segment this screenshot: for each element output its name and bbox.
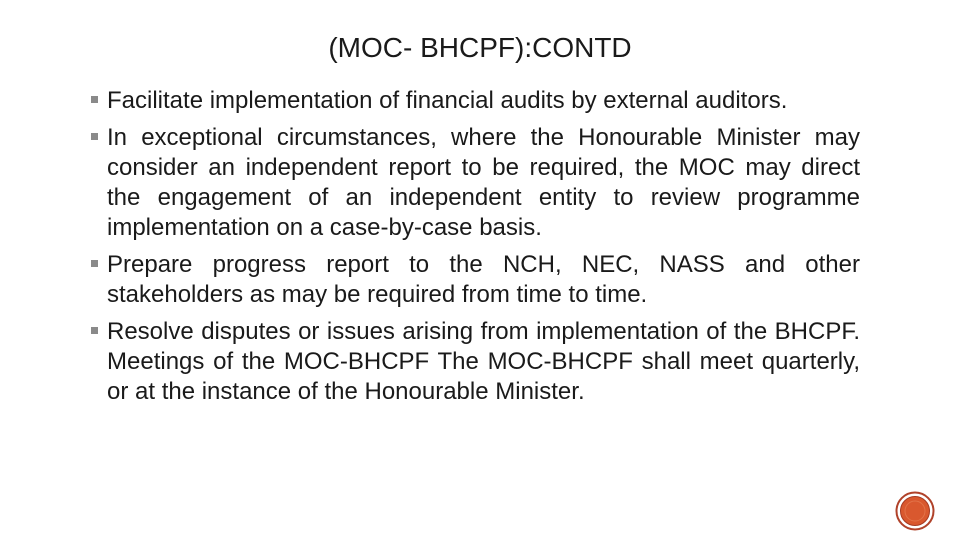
slide-title: (MOC- BHCPF):CONTD <box>328 32 632 63</box>
bullet-list <box>90 86 860 414</box>
bullet-text: Prepare progress report to the NCH, NEC, NASS and other stakeholders as may be required from time to time. <box>107 251 860 308</box>
bullet-item <box>90 86 860 116</box>
slide-number-badge-icon <box>895 491 935 531</box>
bullet-item <box>90 250 860 310</box>
square-bullet-icon <box>90 132 99 141</box>
bullet-text: In exceptional circumstances, where the Honourable Minister may consider an independent report to be required, the MOC may direct the engagement of an independent entity to review programme implementation on a case-by-case basis. <box>107 124 860 241</box>
bullet-text: Resolve disputes or issues arising from implementation of the BHCPF. Meetings of the MOC-BHCPF The MOC-BHCPF shall meet quarterly, or at the instance of the Honourable Minister. <box>107 318 860 405</box>
square-bullet-icon <box>90 95 99 104</box>
badge-svg <box>895 491 935 531</box>
bullet-item <box>90 317 860 407</box>
bullet-text: Facilitate implementation of financial audits by external auditors. <box>107 87 788 114</box>
bullet-item <box>90 123 860 243</box>
square-bullet-icon <box>90 259 99 268</box>
square-bullet-icon <box>90 326 99 335</box>
